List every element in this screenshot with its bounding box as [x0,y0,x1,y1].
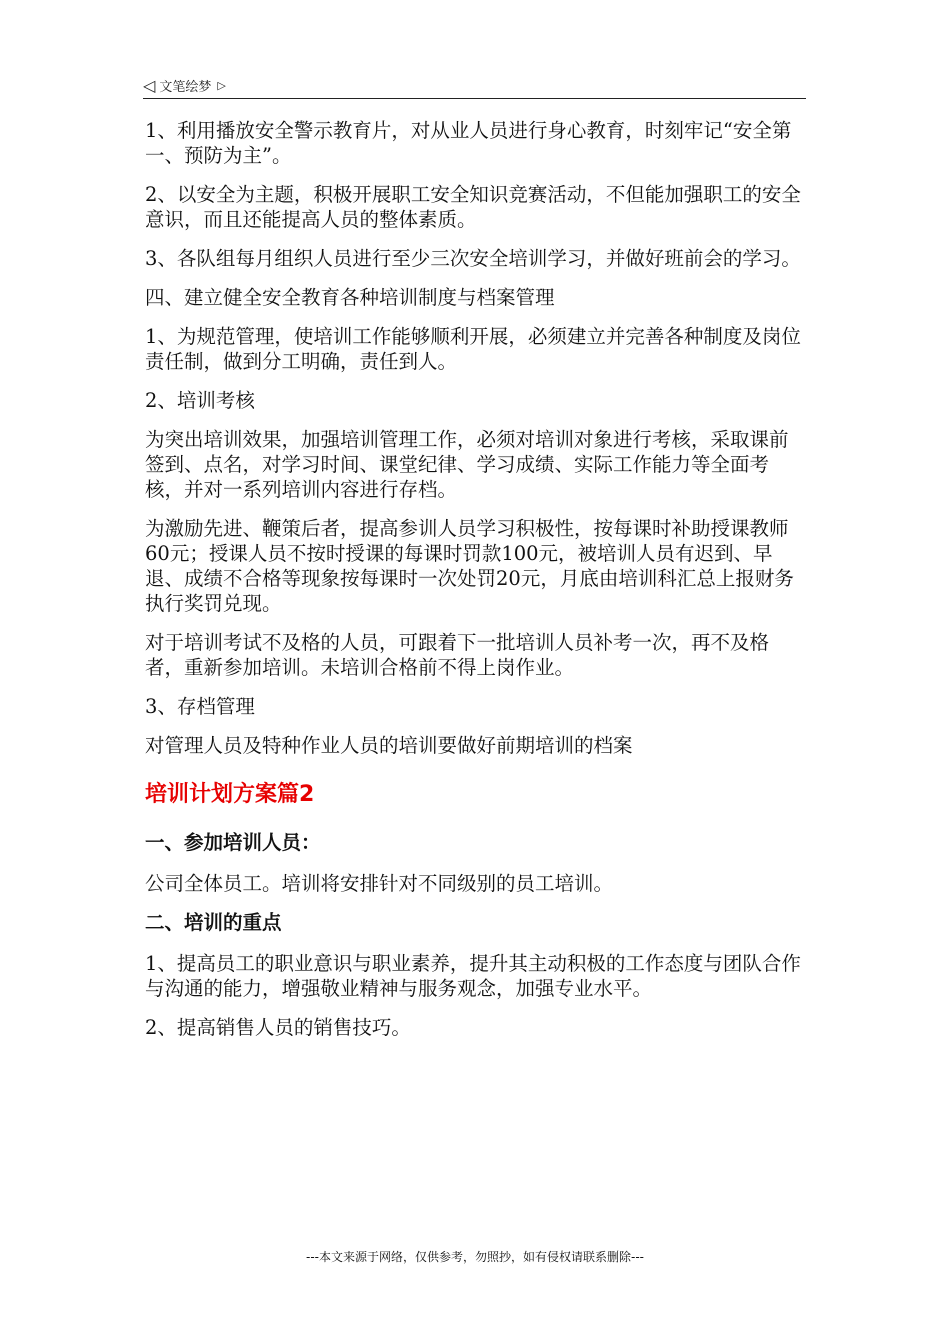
page-header [143,72,806,99]
paragraph: 为激励先进、鞭策后者，提高参训人员学习积极性，按每课时补助授课教师60元；授课人员不按时授课的每课时罚款100元，被培训人员有迟到、早退、成绩不合格等现象按每课时一次处罚20元，月底由培训科汇总上报财务执行奖罚兑现。 [145,517,794,615]
section-title: 培训计划方案篇2 [145,782,315,807]
header-title: 文笔绘梦 [159,79,212,95]
left-triangle-icon: ◁ [143,75,156,95]
paragraph: 1、为规范管理，使培训工作能够顺利开展，必须建立并完善各种制度及岗位责任制，做到分工明确，责任到人。 [145,325,801,373]
section-heading-four: 四、建立健全安全教育各种培训制度与档案管理 [145,286,555,309]
document-body [145,118,807,1054]
paragraph: 1、提高员工的职业意识与职业素养，提升其主动积极的工作态度与团队合作与沟通的能力，增强敬业精神与服务观念，加强专业水平。 [145,952,801,1000]
right-triangle-icon: ▷ [217,78,226,92]
paragraph: 2、以安全为主题，积极开展职工安全知识竞赛活动，不但能加强职工的安全意识，而且还能提高人员的整体素质。 [145,183,801,231]
paragraph: 对于培训考试不及格的人员，可跟着下一批培训人员补考一次，再不及格者，重新参加培训。未培训合格前不得上岗作业。 [145,631,770,679]
subheading: 一、参加培训人员： [145,831,321,854]
subsection-title: 3、存档管理 [145,695,255,718]
paragraph: 公司全体员工。培训将安排针对不同级别的员工培训。 [145,872,614,895]
paragraph: 对管理人员及特种作业人员的培训要做好前期培训的档案 [145,734,633,757]
page-footer: ---本文来源于网络，仅供参考，勿照抄，如有侵权请联系删除--- [306,1250,644,1264]
paragraph: 3、各队组每月组织人员进行至少三次安全培训学习，并做好班前会的学习。 [145,247,801,270]
subheading: 二、培训的重点 [145,911,282,934]
paragraph: 2、提高销售人员的销售技巧。 [145,1016,411,1039]
subsection-title: 2、培训考核 [145,389,255,412]
paragraph: 1、利用播放安全警示教育片，对从业人员进行身心教育，时刻牢记“安全第一、预防为主”。 [145,119,792,167]
paragraph: 为突出培训效果，加强培训管理工作，必须对培训对象进行考核，采取课前签到、点名，对学习时间、课堂纪律、学习成绩、实际工作能力等全面考核，并对一系列培训内容进行存档。 [145,428,789,501]
